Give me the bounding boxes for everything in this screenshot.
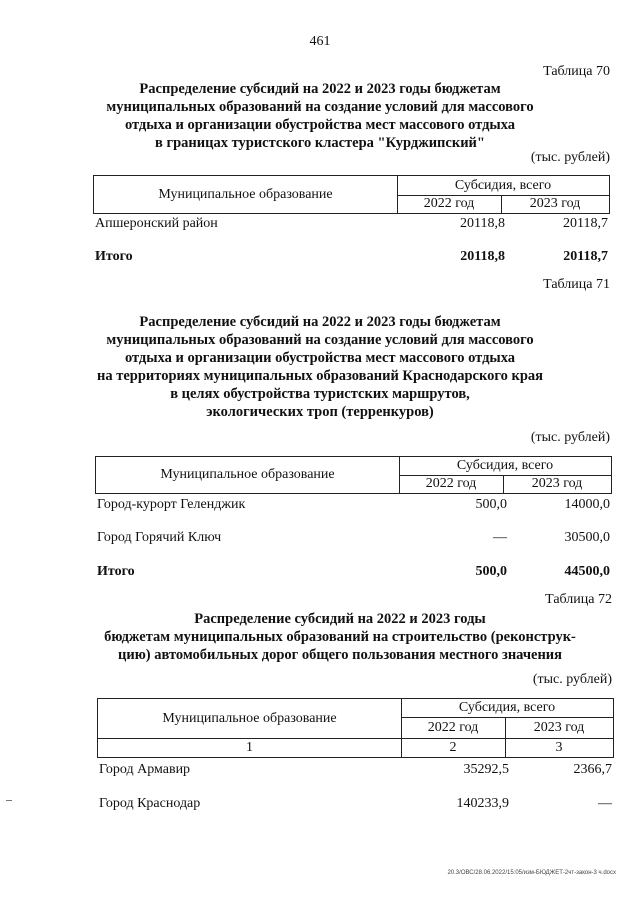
table-total-row: [97, 564, 612, 582]
row-value-2022: 35292,5: [463, 762, 509, 777]
table-72-header: [97, 698, 614, 758]
col-number-2: 2: [449, 739, 457, 755]
table-71-title-line: в целях обустройства туристских маршрутов,: [170, 386, 470, 402]
table-70-unit: (тыс. рублей): [530, 150, 610, 165]
table-70-title-line: Распределение субсидий на 2022 и 2023 годы бюджетам: [139, 81, 501, 97]
col-municipality-header: Муниципальное образование: [158, 186, 333, 202]
table-row: [99, 796, 614, 814]
table-71-header: [95, 456, 612, 494]
table-72-number: Таблица 72: [545, 592, 612, 607]
row-value-2023: —: [598, 796, 612, 811]
table-71-title-line: Распределение субсидий на 2022 и 2023 годы бюджетам: [139, 314, 501, 330]
table-70-title-line: в границах туристского кластера "Курджипский": [155, 135, 485, 151]
col-2023-header: 2023 год: [531, 476, 583, 491]
table-row: [99, 762, 614, 780]
table-70-title: [60, 80, 580, 152]
row-value-2023: 30500,0: [564, 530, 610, 545]
row-value-2023: 14000,0: [564, 497, 610, 512]
row-name: Город Горячий Ключ: [97, 530, 222, 545]
table-72-title-line: цию) автомобильных дорог общего пользования местного значения: [117, 647, 563, 663]
total-label: Итого: [95, 249, 133, 264]
table-71-unit: (тыс. рублей): [530, 430, 610, 445]
table-72-title-line: бюджетам муниципальных образований на строительство (реконструк-: [104, 629, 576, 645]
total-value-2023: 44500,0: [564, 564, 610, 579]
margin-mark: [6, 800, 12, 801]
table-row: [97, 497, 612, 515]
table-70-title-line: отдыха и организации обустройства мест массового отдыха: [124, 117, 516, 133]
col-2023-header: 2023 год: [533, 719, 585, 735]
table-72-title-line: Распределение субсидий на 2022 и 2023 годы: [194, 611, 486, 627]
table-70-number: Таблица 70: [543, 64, 610, 79]
row-name: Город Краснодар: [99, 796, 201, 811]
col-subsidy-header: Субсидия, всего: [454, 177, 552, 193]
col-2023-header: 2023 год: [529, 196, 581, 211]
col-municipality-header: Муниципальное образование: [162, 710, 337, 726]
row-value-2022: 20118,8: [460, 216, 505, 231]
table-71-title: [60, 313, 580, 421]
table-row: [97, 530, 612, 548]
table-row: [95, 216, 610, 234]
footer-document-code: 20.3/ОВС/28.06.2022/15:05/изм-БЮДЖЕТ-2чт-закон-3 ч.docx: [447, 870, 616, 876]
page-number: 461: [309, 34, 331, 49]
col-subsidy-header: Субсидия, всего: [456, 458, 554, 473]
total-value-2022: 20118,8: [460, 249, 505, 264]
table-72-title: [70, 610, 610, 664]
table-71-title-line: экологических троп (терренкуров): [206, 404, 434, 420]
table-total-row: [95, 249, 610, 267]
total-value-2022: 500,0: [475, 564, 507, 579]
table-71-title-line: отдыха и организации обустройства мест массового отдыха: [124, 350, 516, 366]
row-value-2023: 20118,7: [563, 216, 608, 231]
col-number-3: 3: [555, 739, 563, 755]
total-label: Итого: [97, 564, 135, 579]
col-2022-header: 2022 год: [425, 476, 477, 491]
table-71-title-line: на территориях муниципальных образований Краснодарского края: [97, 368, 543, 384]
col-subsidy-header: Субсидия, всего: [458, 700, 556, 715]
table-70-title-line: муниципальных образований на создание условий для массового: [106, 99, 534, 115]
col-municipality-header: Муниципальное образование: [160, 467, 335, 482]
table-71-title-line: муниципальных образований на создание условий для массового: [106, 332, 534, 348]
table-72-unit: (тыс. рублей): [532, 672, 612, 687]
row-value-2022: 500,0: [475, 497, 507, 512]
row-name: Апшеронский район: [95, 216, 218, 231]
table-71-number: Таблица 71: [543, 277, 610, 292]
total-value-2023: 20118,7: [563, 249, 608, 264]
row-value-2023: 2366,7: [573, 762, 612, 777]
table-70-header: [93, 175, 610, 214]
row-name: Город Армавир: [99, 762, 191, 777]
row-value-2022: —: [493, 530, 507, 545]
col-number-1: 1: [246, 739, 253, 755]
row-name: Город-курорт Геленджик: [97, 497, 246, 512]
row-value-2022: 140233,9: [456, 796, 509, 811]
col-2022-header: 2022 год: [427, 719, 479, 735]
col-2022-header: 2022 год: [423, 196, 475, 211]
